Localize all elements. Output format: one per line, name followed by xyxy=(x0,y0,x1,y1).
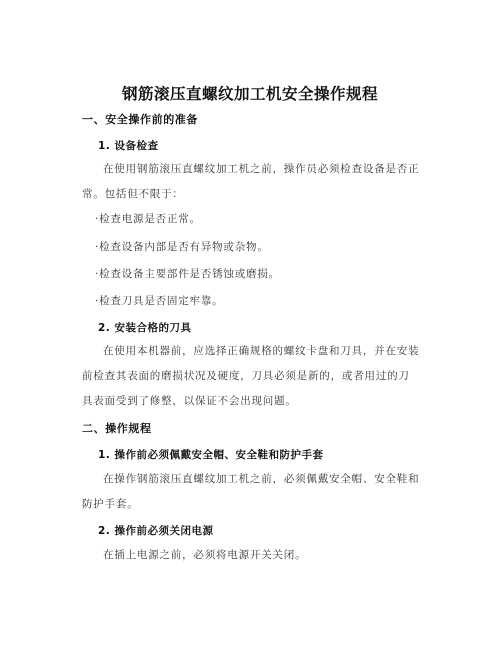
paragraph-protective-gear: 在操作钢筋滚压直螺纹加工机之前，必须佩戴安全帽、安全鞋和防护手套。 xyxy=(82,473,420,510)
bullet-item-power: ·检查电源是否正常。 xyxy=(95,213,201,225)
paragraph-install-tools: 在使用本机器前，应选择正确规格的螺纹卡盘和刀具，并在安装前检查其表面的磨损状况及硬度，刀具必须是新的，或者用过的刀具表面受到了修整，以保证不会出现问题。 xyxy=(82,345,420,407)
paragraph-power-off: 在插上电源之前，必须将电源开关关闭。 xyxy=(103,549,307,561)
paragraph-equipment-check: 在使用钢筋滚压直螺纹加工机之前，操作员必须检查设备是否正常。包括但不限于： xyxy=(82,163,420,200)
bullet-item-corrosion: ·检查设备主要部件是否锈蚀或磨损。 xyxy=(95,268,280,280)
section-heading-preparation: 一、安全操作前的准备 xyxy=(82,113,198,126)
bullet-item-tool-fixed: ·检查刀具是否固定牢靠。 xyxy=(95,295,224,307)
subsection-heading-protective-gear: 1. 操作前必须佩戴安全帽、安全鞋和防护手套 xyxy=(98,449,324,461)
subsection-heading-power-off: 2. 操作前必须关闭电源 xyxy=(98,525,214,537)
subsection-heading-equipment-check: 1. 设备检查 xyxy=(98,140,159,152)
document-title: 钢筋滚压直螺纹加工机安全操作规程 xyxy=(121,85,378,103)
subsection-heading-install-tools: 2. 安装合格的刀具 xyxy=(98,322,192,334)
section-heading-operation-rules: 二、操作规程 xyxy=(82,422,152,435)
bullet-item-foreign-objects: ·检查设备内部是否有异物或杂物。 xyxy=(95,241,269,253)
